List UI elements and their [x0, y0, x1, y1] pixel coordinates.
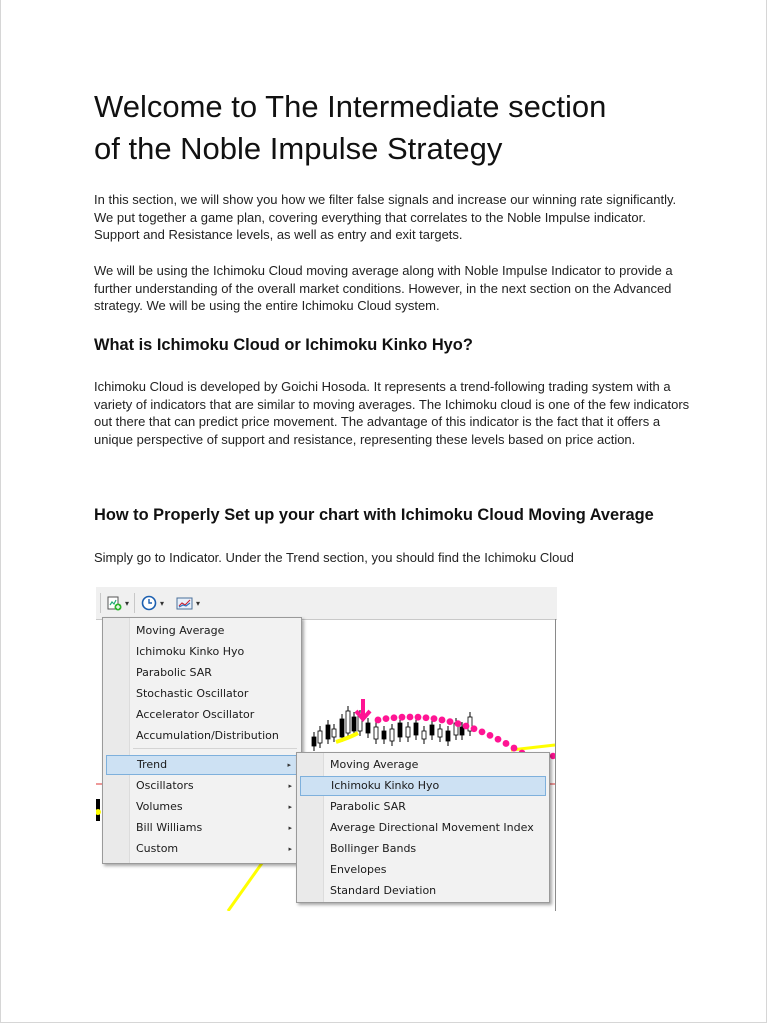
- ichimoku-description-paragraph: Ichimoku Cloud is developed by Goichi Hosoda. It represents a trend-following trading system with a variety of indicators that are similar to moving averages. The Ichimoku cloud is one of the few indicators out there that can predict price movement. The advantage of this indicator is the fact that it offers a unique perspective of support and resistance, representing these levels based on price action.: [94, 379, 690, 447]
- menu-item-label: Moving Average: [330, 758, 419, 771]
- ichimoku-usage-paragraph: We will be using the Ichimoku Cloud moving average along with Noble Impulse Indicator to provide a further understanding of the overall market conditions. However, in the next section on the Advanced strategy. We will be using the entire Ichimoku Cloud system.: [94, 263, 673, 314]
- menu-item-label: Ichimoku Kinko Hyo: [331, 779, 440, 792]
- trend-submenu-item-bollinger-bands[interactable]: [300, 839, 546, 859]
- indicators-menu-item-accumulation-distribution[interactable]: [106, 726, 298, 746]
- indicators-menu-item-moving-average[interactable]: [106, 621, 298, 641]
- platform-toolbar: [96, 587, 557, 620]
- chart-template-icon: [176, 596, 193, 611]
- trend-submenu-item-moving-average[interactable]: [300, 755, 546, 775]
- trend-submenu-item-ichimoku-kinko-hyo[interactable]: [300, 776, 546, 796]
- clock-icon: [141, 595, 157, 611]
- menu-item-label: Trend: [137, 758, 168, 771]
- trend-submenu-item-envelopes[interactable]: [300, 860, 546, 880]
- submenu-arrow-icon: ▸: [288, 782, 292, 790]
- indicators-menu-item-bill-williams[interactable]: [106, 818, 298, 838]
- menu-item-label: Oscillators: [136, 779, 194, 792]
- page-title-line-2: of the Noble Impulse Strategy: [94, 131, 503, 166]
- indicators-menu-item-oscillators[interactable]: [106, 776, 298, 796]
- menu-separator: [133, 748, 297, 749]
- add-indicator-icon: [106, 595, 122, 611]
- trend-submenu-item-standard-deviation[interactable]: [300, 881, 546, 901]
- templates-button[interactable]: [176, 593, 200, 613]
- chevron-down-icon: ▾: [125, 598, 130, 608]
- trend-submenu-item-parabolic-sar[interactable]: [300, 797, 546, 817]
- indicators-menu-item-stochastic-oscillator[interactable]: [106, 684, 298, 704]
- menu-item-label: Bill Williams: [136, 821, 203, 834]
- menu-item-label: Bollinger Bands: [330, 842, 417, 855]
- indicators-menu-item-volumes[interactable]: [106, 797, 298, 817]
- menu-item-label: Stochastic Oscillator: [136, 687, 249, 700]
- indicators-menu: [102, 617, 302, 864]
- submenu-arrow-icon: ▸: [288, 803, 292, 811]
- menu-item-label: Standard Deviation: [330, 884, 437, 897]
- menu-item-label: Envelopes: [330, 863, 387, 876]
- menu-item-label: Custom: [136, 842, 179, 855]
- indicators-menu-item-accelerator-oscillator[interactable]: [106, 705, 298, 725]
- heading-what-is-ichimoku: What is Ichimoku Cloud or Ichimoku Kinko Hyo?: [94, 336, 473, 354]
- menu-item-label: Average Directional Movement Index: [330, 821, 534, 834]
- menu-item-label: Parabolic SAR: [330, 800, 406, 813]
- heading-setup-chart: How to Properly Set up your chart with Ichimoku Cloud Moving Average: [94, 506, 654, 524]
- indicators-menu-item-ichimoku-kinko-hyo[interactable]: [106, 642, 298, 662]
- submenu-arrow-icon: ▸: [287, 761, 291, 769]
- trend-submenu: [296, 752, 550, 903]
- menu-item-label: Accumulation/Distribution: [136, 729, 279, 742]
- periods-button[interactable]: [141, 593, 164, 613]
- indicators-menu-item-parabolic-sar[interactable]: [106, 663, 298, 683]
- submenu-arrow-icon: ▸: [288, 824, 292, 832]
- page-title-line-1: Welcome to The Intermediate section: [94, 89, 607, 124]
- chevron-down-icon: ▾: [196, 598, 201, 608]
- menu-item-label: Ichimoku Kinko Hyo: [136, 645, 245, 658]
- toolbar-separator: [134, 593, 135, 613]
- menu-item-label: Parabolic SAR: [136, 666, 212, 679]
- add-indicator-button[interactable]: [106, 593, 129, 613]
- instruction-paragraph: Simply go to Indicator. Under the Trend section, you should find the Ichimoku Cloud: [94, 550, 574, 565]
- trend-submenu-item-average-directional-movement-index[interactable]: [300, 818, 546, 838]
- indicators-menu-item-custom[interactable]: [106, 839, 298, 859]
- toolbar-separator: [100, 593, 101, 613]
- menu-item-label: Accelerator Oscillator: [136, 708, 255, 721]
- submenu-arrow-icon: ▸: [288, 845, 292, 853]
- chevron-down-icon: ▾: [160, 598, 165, 608]
- intro-paragraph: In this section, we will show you how we filter false signals and increase our winning rate significantly. We put together a game plan, covering everything that correlates to the Noble Impulse indicator. Support and Resistance levels, as well as entry and exit targets.: [94, 192, 677, 243]
- menu-item-label: Moving Average: [136, 624, 225, 637]
- indicators-menu-item-trend[interactable]: [106, 755, 298, 775]
- menu-item-label: Volumes: [136, 800, 183, 813]
- page-title: [94, 86, 714, 170]
